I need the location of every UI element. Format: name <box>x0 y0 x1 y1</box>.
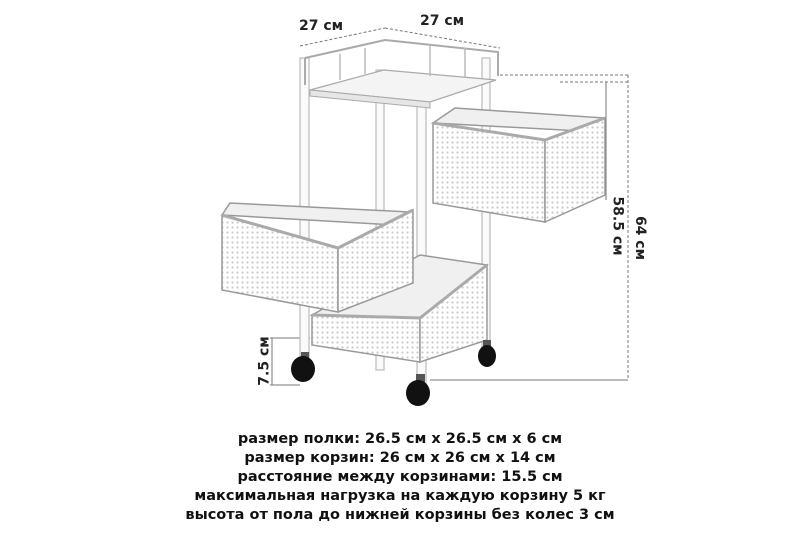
top-shelf <box>305 40 498 108</box>
height-upper-label: 58.5 см <box>609 196 626 256</box>
spec-shelf-size: размер полки: 26.5 см х 26.5 см х 6 см <box>237 431 563 447</box>
specifications-list <box>0 430 800 525</box>
wheel-height-label: 7.5 см <box>256 336 273 386</box>
spec-max-load: максимальная нагрузка на каждую корзину 5 кг <box>194 488 606 504</box>
wheel-left <box>291 352 315 382</box>
spec-basket-size: размер корзин: 26 см х 26 см х 14 см <box>244 450 556 466</box>
width-left-label: 27 см <box>299 18 344 34</box>
wheel-right <box>478 340 496 367</box>
right-basket <box>433 108 605 222</box>
spec-basket-spacing: расстояние между корзинами: 15.5 см <box>237 469 563 485</box>
height-total-label: 64 см <box>632 215 649 261</box>
spec-floor-clearance: высота от пола до нижней корзины без колес 3 см <box>185 507 615 523</box>
width-right-label: 27 см <box>420 13 465 29</box>
